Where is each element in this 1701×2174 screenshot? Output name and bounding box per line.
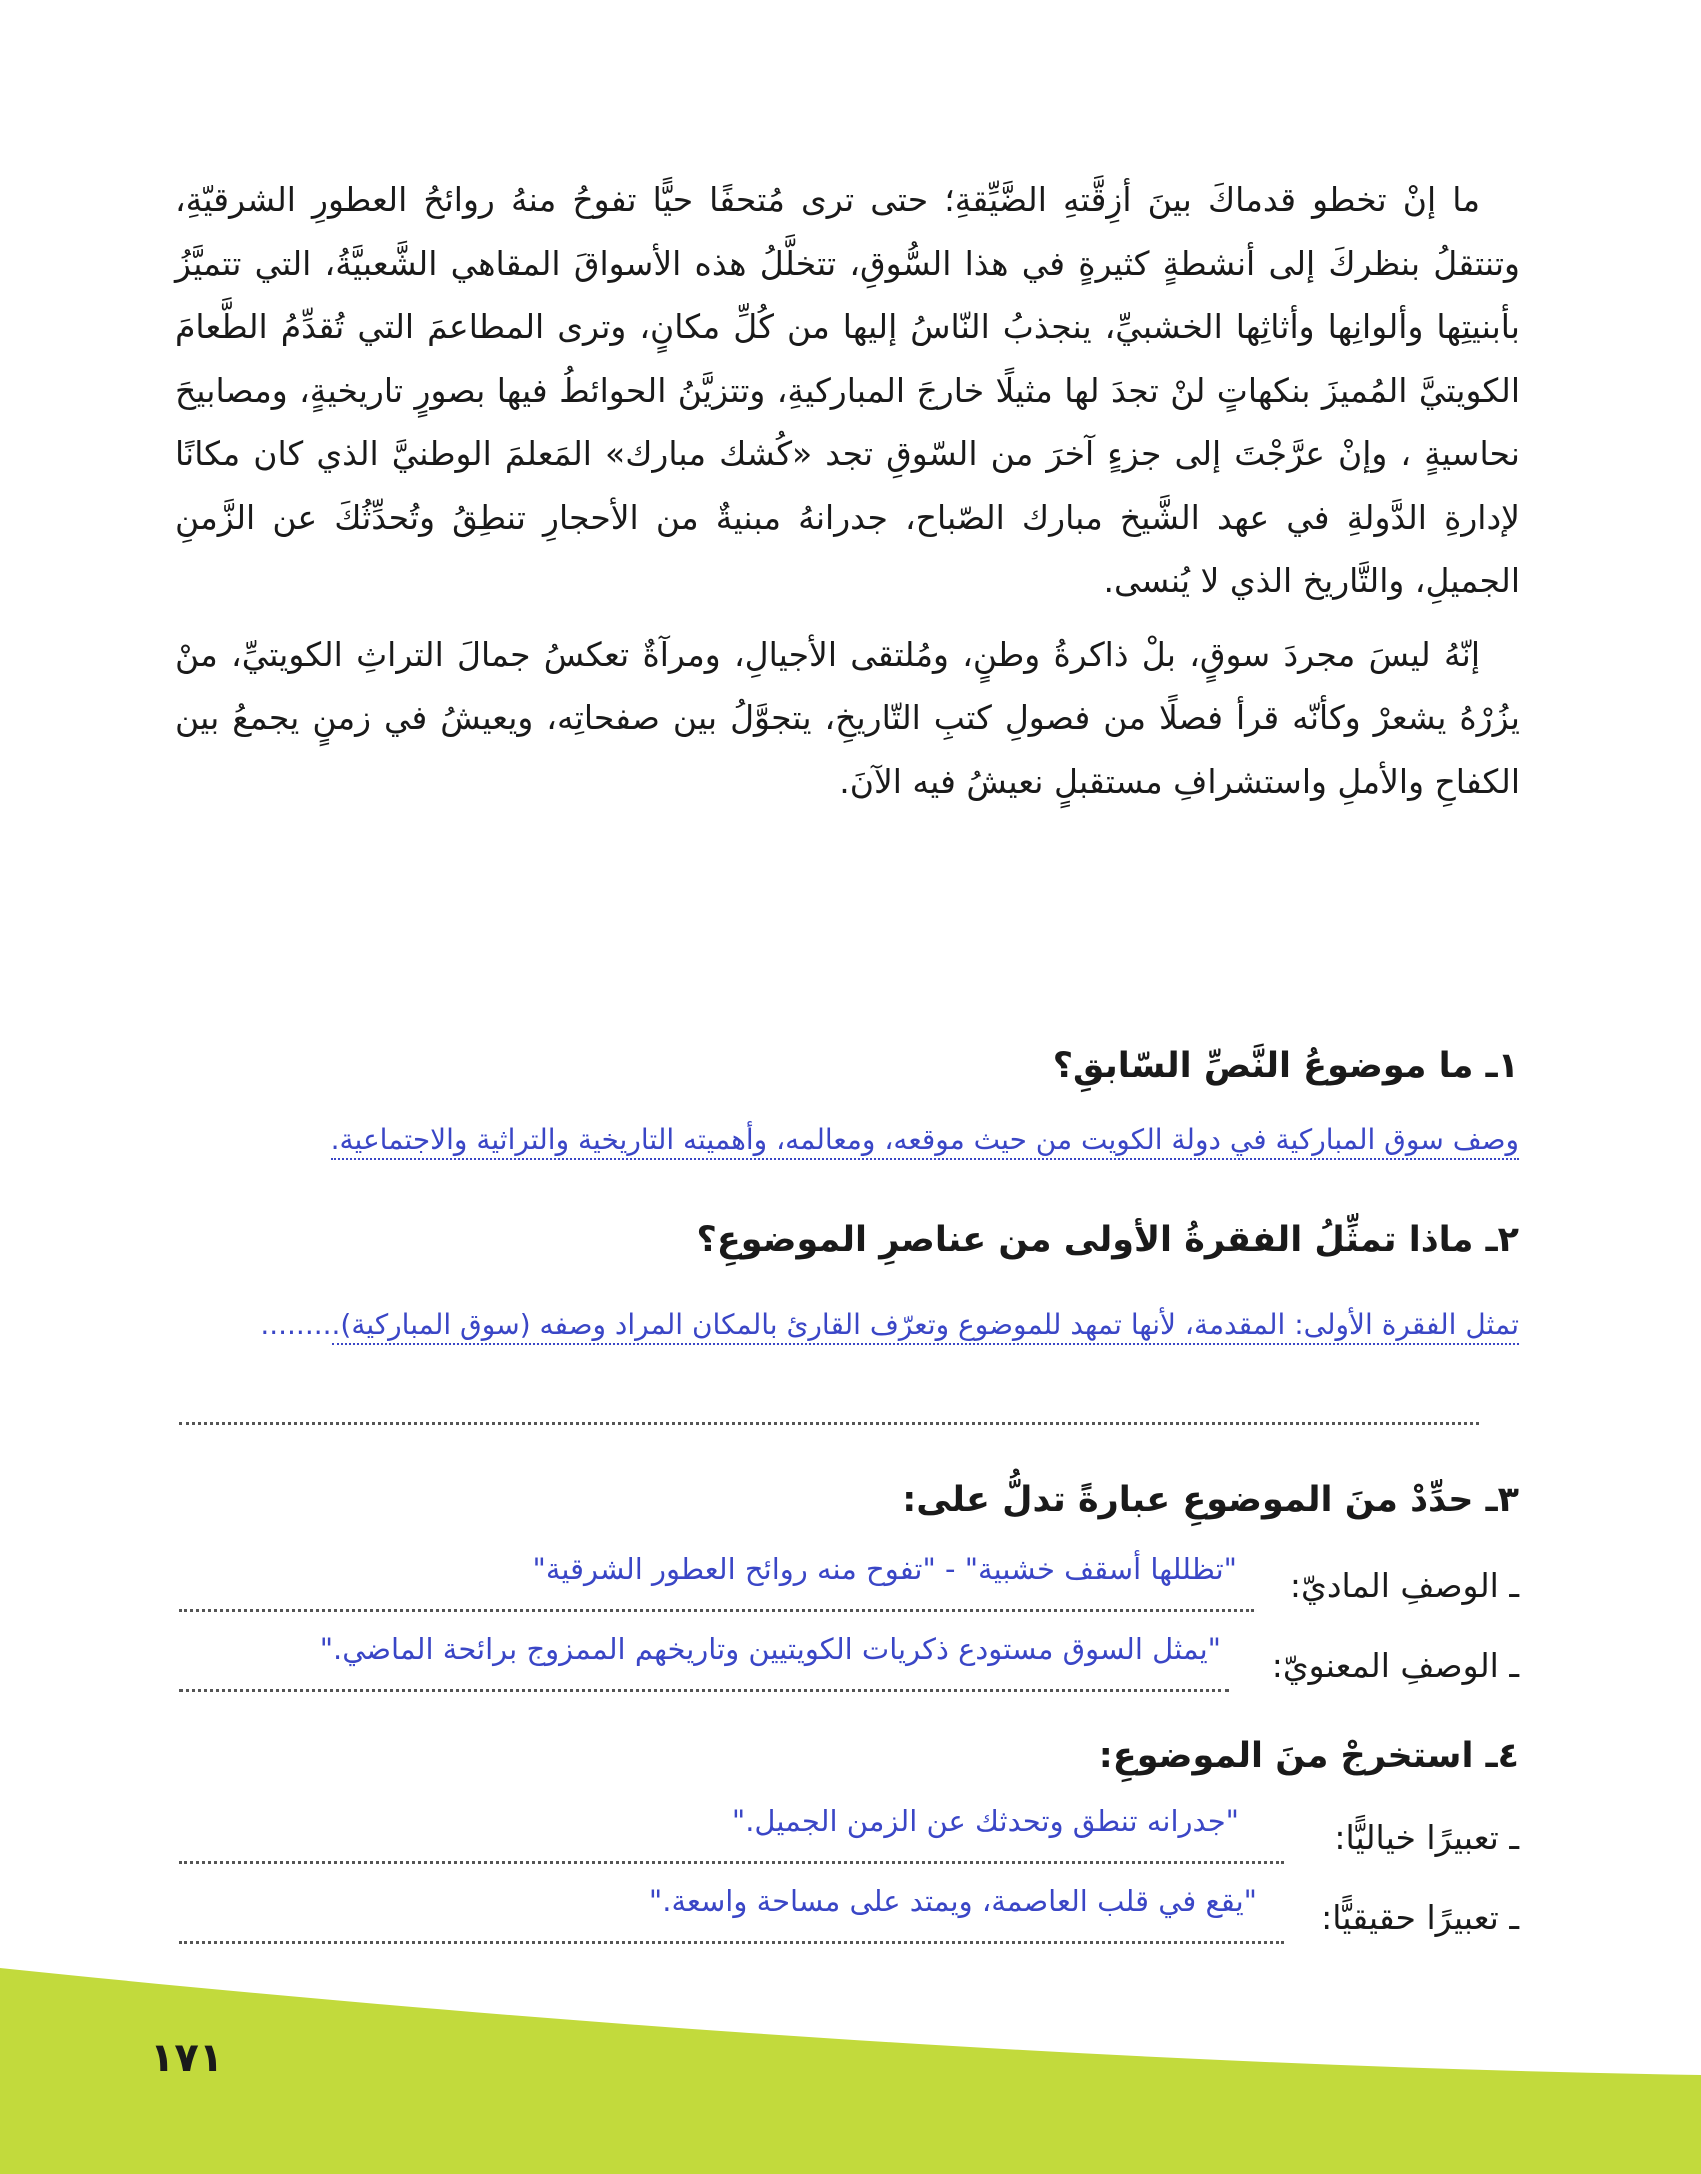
answer-2-blank-line[interactable] (179, 1422, 1479, 1425)
q3-moral-label: ـ الوصفِ المعنويّ: (1271, 1646, 1519, 1685)
footer-green-band (0, 1950, 1701, 2174)
q4-real-line (179, 1941, 1284, 1944)
answer-2-dots: ........ (260, 1308, 332, 1341)
q3-moral-description-field[interactable] (179, 1632, 1519, 1696)
question-1: ١ـ ما موضوعُ النَّصِّ السّابقِ؟ (1052, 1046, 1519, 1086)
question-4: ٤ـ استخرجْ منَ الموضوعِ: (1098, 1736, 1519, 1776)
reading-passage (175, 168, 1520, 813)
question-3: ٣ـ حدِّدْ منَ الموضوعِ عبارةً تدلُّ على: (902, 1480, 1519, 1520)
q3-material-description-field[interactable] (179, 1552, 1519, 1616)
q4-imaginative-line (179, 1861, 1284, 1864)
question-2: ٢ـ ماذا تمثِّلُ الفقرةُ الأولى من عناصرِ الموضوعِ؟ (696, 1220, 1519, 1260)
q3-material-answer: "تظللها أسقف خشبية" - "تفوح منه روائح العطور الشرقية" (532, 1552, 1237, 1586)
q4-real-label: ـ تعبيرًا حقيقيًّا: (1321, 1898, 1519, 1937)
page-number: ١٧١ (150, 2035, 224, 2081)
answer-1 (174, 1118, 1519, 1162)
q3-material-label: ـ الوصفِ الماديّ: (1289, 1566, 1519, 1605)
answer-2-text: تمثل الفقرة الأولى: المقدمة، لأنها تمهد للموضوع وتعرّف القارئ بالمكان المراد وصفه (سوق المباركية). (332, 1308, 1519, 1345)
passage-paragraph-1: ما إنْ تخطو قدماكَ بينَ أزِقَّتهِ الضَّيِّقةِ؛ حتى ترى مُتحفًا حيًّا تفوحُ منهُ روائحُ العطورِ الشرقيّةِ، وتنتقلُ بنظركَ إلى أنشطةٍ كثيرةٍ في هذا السُّوقِ، تتخلَّلُ هذه الأسواقَ المقاهي الشَّعبيَّةُ، التي تتميَّزُ بأبنيتِها وألوانِها وأثاثِها الخشبيِّ، ينجذبُ النّاسُ إليها من كُلِّ مكانٍ، وترى المطاعمَ التي تُقدِّمُ الطَّعامَ الكويتيَّ المُميزَ بنكهاتٍ لنْ تجدَ لها مثيلًا خارجَ المباركيةِ، وتتزيَّنُ الحوائطُ فيها بصورٍ تاريخيةٍ، ومصابيحَ نحاسيةٍ ، وإنْ عرَّجْتَ إلى جزءٍ آخرَ من السّوقِ تجد «كُشك مبارك» المَعلمَ الوطنيَّ الذي كان مكانًا لإدارةِ الدَّولةِ في عهد الشَّيخ مبارك الصّباح، جدرانهُ مبنيةٌ من الأحجارِ تنطِقُ وتُحدِّثُكَ عن الزَّمنِ الجميلِ، والتَّاريخ الذي لا يُنسى. (175, 180, 1520, 600)
passage-paragraph-2: إنّهُ ليسَ مجردَ سوقٍ، بلْ ذاكرةُ وطنٍ، ومُلتقى الأجيالِ، ومرآةٌ تعكسُ جمالَ التراثِ الكويتيِّ، منْ يزُرْهُ يشعرْ وكأنّه قرأ فصلًا من فصولِ كتبِ التّاريخِ، يتجوَّلُ بين صفحاتِه، ويعيشُ في زمنٍ يجمعُ بين الكفاحِ والأملِ واستشرافِ مستقبلٍ نعيشُ فيه الآنَ. (175, 634, 1520, 801)
answer-2 (174, 1303, 1519, 1347)
q3-moral-line (179, 1689, 1229, 1692)
answer-1-text: وصف سوق المباركية في دولة الكويت من حيث موقعه، ومعالمه، وأهميته التاريخية والتراثية والاجتماعية. (331, 1123, 1519, 1160)
q3-material-line (179, 1609, 1254, 1612)
q4-imaginative-label: ـ تعبيرًا خياليًّا: (1334, 1818, 1519, 1857)
q4-real-expression-field[interactable] (179, 1884, 1519, 1948)
q4-imaginative-expression-field[interactable] (179, 1804, 1519, 1868)
q4-real-answer: "يقع في قلب العاصمة، ويمتد على مساحة واسعة." (648, 1884, 1257, 1918)
q4-imaginative-answer: "جدرانه تنطق وتحدثك عن الزمن الجميل." (731, 1804, 1239, 1838)
q3-moral-answer: "يمثل السوق مستودع ذكريات الكويتيين وتاريخهم الممزوج برائحة الماضي." (319, 1632, 1221, 1666)
